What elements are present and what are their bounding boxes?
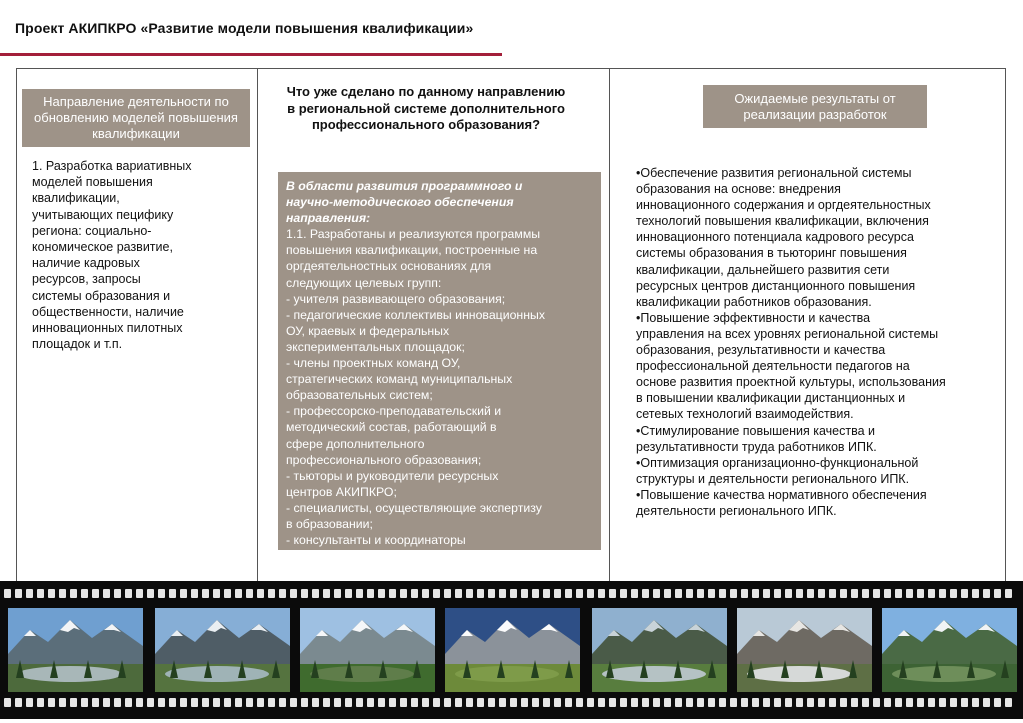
page-title: Проект АКИПКРО «Развитие модели повышения квалификации»: [15, 20, 474, 36]
film-perforation: [466, 698, 473, 707]
film-perforation: [697, 589, 704, 598]
film-perforation: [114, 589, 121, 598]
film-perforation: [785, 589, 792, 598]
film-perforation: [510, 589, 517, 598]
film-perforation: [180, 589, 187, 598]
film-perforation: [81, 698, 88, 707]
film-perforation: [125, 589, 132, 598]
film-perforation: [411, 589, 418, 598]
film-perforation: [202, 698, 209, 707]
film-perforation: [862, 589, 869, 598]
film-perforation: [719, 698, 726, 707]
film-perforation: [499, 698, 506, 707]
film-perforation: [554, 589, 561, 598]
film-perforation: [917, 589, 924, 598]
film-perforation: [873, 698, 880, 707]
film-perforation: [587, 589, 594, 598]
film-perforation: [972, 589, 979, 598]
film-perforation: [532, 698, 539, 707]
column3-header: Ожидаемые результаты от реализации разработок: [703, 85, 927, 128]
film-perforation: [884, 589, 891, 598]
landscape-photo: [8, 608, 143, 692]
film-perforation: [906, 589, 913, 598]
column-divider-2: [609, 68, 610, 582]
film-perforation: [477, 589, 484, 598]
film-perforation: [928, 698, 935, 707]
film-perforation: [917, 698, 924, 707]
film-perforation: [257, 698, 264, 707]
film-perforation: [15, 589, 22, 598]
film-perforation: [609, 698, 616, 707]
film-perforation: [686, 698, 693, 707]
film-perforation: [268, 698, 275, 707]
film-perforation: [323, 698, 330, 707]
column2-content-box: [278, 172, 601, 550]
film-perforation: [499, 589, 506, 598]
film-perforation: [59, 698, 66, 707]
film-perforation: [422, 589, 429, 598]
film-perforation: [26, 698, 33, 707]
film-perforation: [169, 698, 176, 707]
film-perforation: [620, 589, 627, 598]
film-perforation: [752, 589, 759, 598]
film-perforation: [961, 698, 968, 707]
film-perforation: [741, 589, 748, 598]
film-perforation: [730, 698, 737, 707]
film-perforation: [235, 589, 242, 598]
film-perforation: [290, 698, 297, 707]
film-perforation: [796, 698, 803, 707]
film-frames: [0, 608, 1023, 692]
film-perforation: [400, 589, 407, 598]
film-perforation: [389, 698, 396, 707]
film-perforation: [708, 698, 715, 707]
film-perforation: [125, 698, 132, 707]
film-perforation: [191, 698, 198, 707]
film-perforation: [279, 589, 286, 598]
film-perforation: [653, 589, 660, 598]
film-perforation: [587, 698, 594, 707]
film-perforation: [367, 589, 374, 598]
film-perforation: [543, 589, 550, 598]
film-perforation: [532, 589, 539, 598]
film-perforation: [15, 698, 22, 707]
film-perforation: [675, 698, 682, 707]
column2-box-body: 1.1. Разработаны и реализуются программы повышения квалификации, построенные на оргдеятельностных основаниях для следующих целевых групп: - учителя развивающего образования; - педагогические коллективы инновационных ОУ, краевых и федеральных экспериментальных площадок; - члены проектных команд ОУ, стратегических команд муниципальных образовательных систем; - профессорско-преподавательский и методический состав, работающий в сфере дополнительного профессионального образования; - тьюторы и руководители ресурсных центров АКИПКРО; - специалисты, осуществляющие экспертизу в образовании; - консультанты и координаторы: [286, 227, 545, 548]
film-perforation: [367, 698, 374, 707]
film-perforation: [763, 698, 770, 707]
film-perforation: [653, 698, 660, 707]
film-perforation: [301, 698, 308, 707]
film-perforation: [433, 589, 440, 598]
result-item: •Стимулирование повышения качества и результативности труда работников ИПК.: [636, 423, 877, 454]
film-perforation: [664, 698, 671, 707]
film-perforation: [444, 589, 451, 598]
film-perforation: [829, 698, 836, 707]
film-perforation: [708, 589, 715, 598]
title-underline: [0, 53, 502, 56]
landscape-photo: [300, 608, 435, 692]
film-perforation: [26, 589, 33, 598]
landscape-photo: [592, 608, 727, 692]
film-perforation: [147, 698, 154, 707]
column3-results-list: [636, 165, 998, 519]
film-perforation: [103, 589, 110, 598]
film-perforation: [422, 698, 429, 707]
film-perforation: [224, 589, 231, 598]
filmstrip: [0, 581, 1023, 719]
film-perforation: [1005, 589, 1012, 598]
film-perforation: [70, 589, 77, 598]
film-perforation: [840, 698, 847, 707]
film-perforation: [818, 698, 825, 707]
film-perforation: [807, 589, 814, 598]
film-perforation: [796, 589, 803, 598]
film-perforation: [873, 589, 880, 598]
film-perforation: [895, 698, 902, 707]
film-perforation: [312, 589, 319, 598]
film-perforation: [235, 698, 242, 707]
film-perforation: [950, 589, 957, 598]
film-perforation: [906, 698, 913, 707]
film-perforation: [191, 589, 198, 598]
film-perforation: [851, 589, 858, 598]
column2-question: Что уже сделано по данному направлению в региональной системе дополнительного профессионального образования?: [286, 84, 566, 132]
film-perforation: [488, 589, 495, 598]
film-perforation: [356, 589, 363, 598]
film-perforation: [928, 589, 935, 598]
film-perforation: [972, 698, 979, 707]
film-perforation: [37, 698, 44, 707]
film-perforation: [279, 698, 286, 707]
film-perforation: [400, 698, 407, 707]
column1-text: 1. Разработка вариативных моделей повышения квалификации, учитывающих пецифику региона: социально- кономическое развитие, наличие кадровых ресурсов, запросы системы образования и общественности, наличие инновационных пилотных площадок и т.п.: [32, 159, 192, 352]
film-perforation: [752, 698, 759, 707]
film-perforation: [807, 698, 814, 707]
film-perforation: [378, 589, 385, 598]
film-perforation: [169, 589, 176, 598]
film-perforation: [257, 589, 264, 598]
film-perforation: [70, 698, 77, 707]
film-perforation: [994, 589, 1001, 598]
film-perforation: [631, 589, 638, 598]
film-perforation: [983, 589, 990, 598]
film-perforations-top: [0, 589, 1023, 601]
landscape-photo: [155, 608, 290, 692]
film-perforation: [136, 698, 143, 707]
film-perforation: [620, 698, 627, 707]
column-divider-1: [257, 68, 258, 582]
film-perforation: [818, 589, 825, 598]
film-perforation: [543, 698, 550, 707]
film-perforation: [4, 589, 11, 598]
film-perforation: [81, 589, 88, 598]
film-perforation: [741, 698, 748, 707]
film-perforation: [983, 698, 990, 707]
film-perforation: [48, 589, 55, 598]
film-perforation: [213, 589, 220, 598]
column1-header: Направление деятельности по обновлению моделей повышения квалификации: [22, 89, 250, 147]
film-perforation: [642, 589, 649, 598]
film-perforation: [950, 698, 957, 707]
film-perforation: [433, 698, 440, 707]
film-perforation: [301, 589, 308, 598]
film-perforation: [202, 589, 209, 598]
film-perforation: [345, 589, 352, 598]
film-perforation: [213, 698, 220, 707]
film-perforation: [455, 698, 462, 707]
film-perforation: [851, 698, 858, 707]
film-perforation: [785, 698, 792, 707]
film-perforations-bottom: [0, 698, 1023, 710]
film-perforation: [609, 589, 616, 598]
film-perforation: [510, 698, 517, 707]
film-perforation: [477, 698, 484, 707]
film-perforation: [147, 589, 154, 598]
film-perforation: [59, 589, 66, 598]
film-perforation: [246, 698, 253, 707]
film-perforation: [268, 589, 275, 598]
result-item: •Оптимизация организационно-функциональной структуры и деятельности регионального ИПК.: [636, 455, 919, 486]
film-perforation: [356, 698, 363, 707]
film-perforation: [37, 589, 44, 598]
film-perforation: [774, 589, 781, 598]
film-perforation: [290, 589, 297, 598]
film-perforation: [664, 589, 671, 598]
film-perforation: [444, 698, 451, 707]
film-perforation: [466, 589, 473, 598]
film-perforation: [939, 589, 946, 598]
result-item: •Повышение эффективности и качества управления на всех уровнях региональной системы образования, результативности и качества профессиональной деятельности педагогов на основе развития проектной культуры, использования в повышении квалификации дистанционных и сетевых технологий взаимодействия.: [636, 310, 946, 422]
landscape-photo: [882, 608, 1017, 692]
film-perforation: [136, 589, 143, 598]
film-perforation: [411, 698, 418, 707]
film-perforation: [598, 589, 605, 598]
film-perforation: [521, 698, 528, 707]
film-perforation: [994, 698, 1001, 707]
film-perforation: [114, 698, 121, 707]
film-perforation: [92, 698, 99, 707]
film-perforation: [92, 589, 99, 598]
landscape-photo: [445, 608, 580, 692]
film-perforation: [642, 698, 649, 707]
film-perforation: [576, 698, 583, 707]
film-perforation: [829, 589, 836, 598]
film-perforation: [334, 698, 341, 707]
film-perforation: [312, 698, 319, 707]
film-perforation: [345, 698, 352, 707]
film-perforation: [224, 698, 231, 707]
film-perforation: [730, 589, 737, 598]
film-perforation: [565, 698, 572, 707]
film-perforation: [862, 698, 869, 707]
film-perforation: [939, 698, 946, 707]
film-perforation: [158, 698, 165, 707]
column2-box-heading: В области развития программного и научно-методического обеспечения направления:: [286, 179, 523, 226]
film-perforation: [895, 589, 902, 598]
film-perforation: [180, 698, 187, 707]
film-perforation: [763, 589, 770, 598]
film-perforation: [158, 589, 165, 598]
film-perforation: [884, 698, 891, 707]
film-perforation: [246, 589, 253, 598]
film-perforation: [697, 698, 704, 707]
film-perforation: [576, 589, 583, 598]
film-perforation: [686, 589, 693, 598]
film-perforation: [378, 698, 385, 707]
result-item: •Обеспечение развития региональной системы образования на основе: внедрения инновационного содержания и оргдеятельностных технологий повышения квалификации, включения инновационного потенциала кадрового ресурса системы образования в тьюторинг повышения квалификации, дальнейшего развития сети ресурсных центров дистанционного повышения квалификации работников образования.: [636, 166, 931, 309]
film-perforation: [323, 589, 330, 598]
film-perforation: [334, 589, 341, 598]
landscape-photo: [737, 608, 872, 692]
result-item: •Повышение качества нормативного обеспечения деятельности регионального ИПК.: [636, 487, 927, 518]
film-perforation: [774, 698, 781, 707]
film-perforation: [4, 698, 11, 707]
film-perforation: [631, 698, 638, 707]
film-perforation: [840, 589, 847, 598]
film-perforation: [1005, 698, 1012, 707]
film-perforation: [565, 589, 572, 598]
film-perforation: [389, 589, 396, 598]
film-perforation: [48, 698, 55, 707]
film-perforation: [554, 698, 561, 707]
film-perforation: [521, 589, 528, 598]
film-perforation: [675, 589, 682, 598]
film-perforation: [719, 589, 726, 598]
film-perforation: [488, 698, 495, 707]
film-perforation: [455, 589, 462, 598]
film-perforation: [103, 698, 110, 707]
film-perforation: [961, 589, 968, 598]
film-perforation: [598, 698, 605, 707]
